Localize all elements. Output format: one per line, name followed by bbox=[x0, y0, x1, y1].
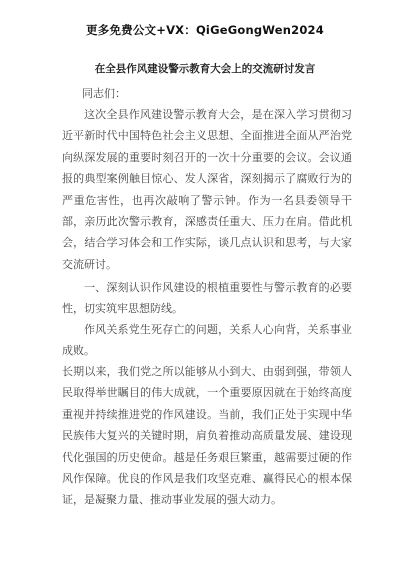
paragraph-section-heading: 一、深刻认识作风建设的根植重要性与警示教育的必要性，切实筑牢思想防线。 bbox=[62, 281, 352, 316]
document-title: 在全县作风建设警示教育大会上的交流研讨发言 bbox=[94, 63, 316, 75]
paragraph-style-importance: 作风关系党生死存亡的问题，关系人心向背，关系事业成败。 bbox=[62, 323, 352, 358]
paragraph-intro: 这次全县作风建设警示教育大会，是在深入学习贯彻习近平新时代中国特色社会主义思想、全面推进全面从严治党向纵深发展的重要时刻召开的一次十分重要的会议。会议通报的典型案例触目惊心、发人深省，深刻揭示了腐败行为的严重危害性，也再次敲响了警示钟。作为一名县委领导干部，亲历此次警示教育，深感责任重大、压力在肩。借此机会，结合学习体会和工作实际，谈几点认识和思考，与大家交流研讨。 bbox=[62, 108, 352, 271]
salutation: 同志们： bbox=[82, 87, 126, 100]
paragraph-history: 长期以来，我们党之所以能够从小到大、由弱到强，带领人民取得举世瞩目的伟大成就，一个重要原因就在于始终高度重视并持续推进党的作风建设。当前，我们正处于实现中华民族伟大复兴的关键时期，肩负着推动高质量发展、建设现代化强国的历史使命。越是任务艰巨繁重，越需要过硬的作风作保障。优良的作风是我们攻坚克难、赢得民心的根本保证，是凝聚力量、推动事业发展的强大动力。 bbox=[62, 365, 352, 507]
watermark-header: 更多免费公文+VX：QiGeGongWen2024 bbox=[86, 23, 324, 37]
